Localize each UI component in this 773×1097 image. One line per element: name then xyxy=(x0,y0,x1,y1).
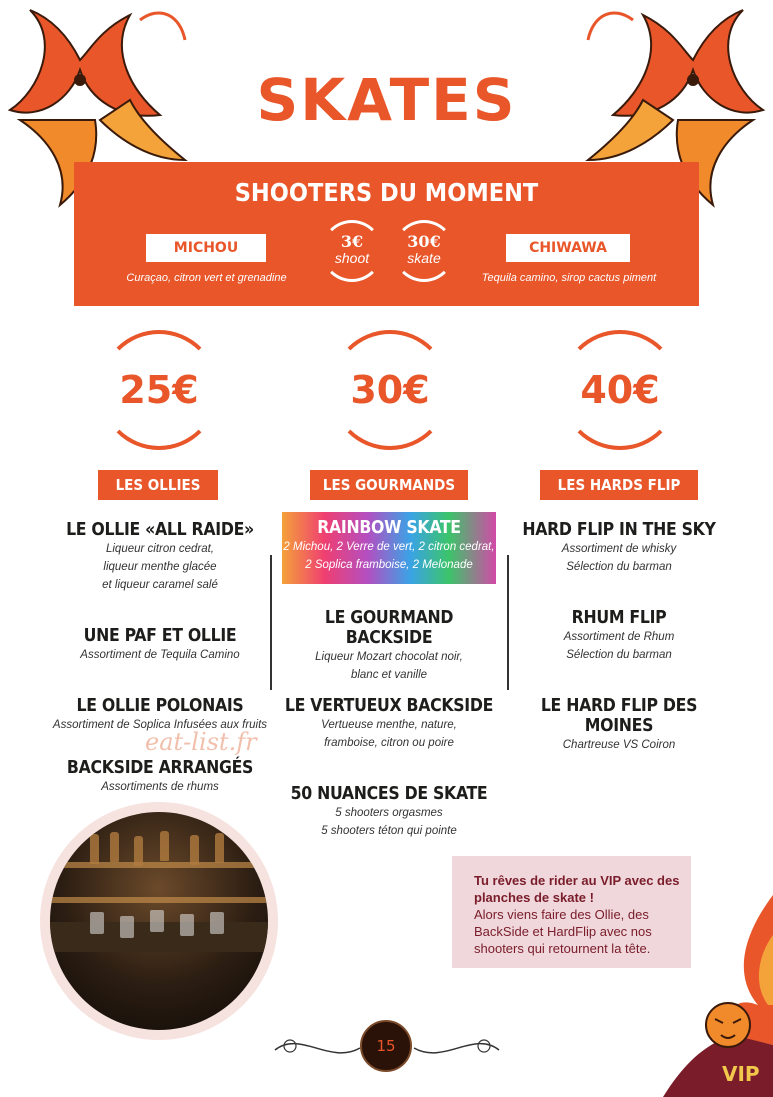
menu-item-rainbow xyxy=(282,512,496,584)
shooter-name-michou: MICHOU xyxy=(146,234,266,262)
vip-logo-text: VIP xyxy=(722,1062,760,1086)
price-amount: 30€ xyxy=(350,368,430,412)
page-title: SKATES xyxy=(256,66,517,134)
item-name: LE OLLIE POLONAIS xyxy=(76,696,244,716)
price-circle-gourmands xyxy=(330,330,450,460)
shooter-desc-michou: Curaçao, citron vert et grenadine xyxy=(126,272,287,284)
category-label-gourmands: LES GOURMANDS xyxy=(310,470,468,500)
menu-item xyxy=(280,608,498,684)
photo-bottle xyxy=(215,833,224,863)
photo-bottle xyxy=(160,831,169,861)
price-unit: shoot xyxy=(334,250,370,266)
photo-shelf xyxy=(50,897,268,903)
photo-glass xyxy=(180,914,194,936)
item-desc: 2 Michou, 2 Verre de vert, 2 citron cedrat, 2 Soplica framboise, 2 Melonade xyxy=(283,541,495,571)
photo-glass xyxy=(120,916,134,938)
vip-promo-body: Alors viens faire des Ollie, des BackSide et HardFlip avec nos shooters qui retournent la tête. xyxy=(474,907,652,956)
item-name: LE GOURMAND BACKSIDE xyxy=(324,608,454,648)
watermark: eat-list.fr xyxy=(145,728,257,756)
menu-item xyxy=(280,784,498,840)
price-amount: 30€ xyxy=(407,232,441,251)
item-desc: Vertueuse menthe, nature, framboise, citron ou poire xyxy=(321,719,457,749)
menu-item xyxy=(510,520,728,576)
page-number: 15 xyxy=(360,1020,412,1072)
price-circle-ollies xyxy=(99,330,219,460)
item-desc: 5 shooters orgasmes 5 shooters téton qui pointe xyxy=(321,807,457,837)
menu-item xyxy=(50,520,270,594)
item-name: RHUM FLIP xyxy=(571,608,667,628)
menu-item xyxy=(505,696,733,754)
item-desc: Assortiment de Rhum Sélection du barman xyxy=(563,631,675,661)
column-divider xyxy=(507,555,509,690)
photo-bottle xyxy=(190,835,199,865)
menu-item xyxy=(50,758,270,796)
vip-promo-lead: Tu rêves de rider au VIP avec des planches de skate ! xyxy=(474,873,680,905)
banner-title: SHOOTERS DU MOMENT xyxy=(234,178,539,207)
menu-item xyxy=(510,608,728,664)
price-amount: 40€ xyxy=(580,368,660,412)
item-name: HARD FLIP IN THE SKY xyxy=(522,520,716,540)
photo-glass xyxy=(210,912,224,934)
category-label-ollies: LES OLLIES xyxy=(98,470,218,500)
item-desc: Liqueur Mozart chocolat noir, blanc et vanille xyxy=(315,651,463,681)
bar-photo xyxy=(50,812,268,1030)
item-name: UNE PAF ET OLLIE xyxy=(83,626,237,646)
photo-shelf xyxy=(50,862,268,868)
item-desc: Assortiments de rhums xyxy=(101,781,219,793)
item-desc: Assortiment de whisky Sélection du barman xyxy=(561,543,677,573)
column-divider xyxy=(270,555,272,690)
vip-promo-box xyxy=(452,856,691,968)
photo-bottle xyxy=(134,836,143,866)
photo-glass xyxy=(90,912,104,934)
item-name: RAINBOW SKATE xyxy=(317,518,461,538)
photo-glass xyxy=(150,910,164,932)
menu-item xyxy=(50,626,270,664)
item-name: LE OLLIE «ALL RAIDE» xyxy=(66,520,254,540)
photo-bottle xyxy=(110,832,119,862)
price-badge-shoot xyxy=(321,220,383,282)
photo-bottle xyxy=(90,834,99,864)
item-name: 50 NUANCES DE SKATE xyxy=(290,784,488,804)
shooter-desc-chiwawa: Tequila camino, sirop cactus piment xyxy=(481,272,657,284)
price-amount: 3€ xyxy=(340,232,364,251)
price-amount: 25€ xyxy=(119,368,199,412)
menu-item xyxy=(280,696,498,752)
price-unit: skate xyxy=(407,250,441,266)
price-badge-skate xyxy=(393,220,455,282)
item-name: BACKSIDE ARRANGÉS xyxy=(66,758,254,778)
price-circle-hards-flip xyxy=(560,330,680,460)
item-name: LE HARD FLIP DES MOINES xyxy=(540,696,698,736)
item-desc: Assortiment de Soplica Infusées aux fruits xyxy=(52,719,268,731)
item-desc: Liqueur citron cedrat, liqueur menthe glacée et liqueur caramel salé xyxy=(102,543,218,591)
shooters-du-moment-banner xyxy=(74,162,699,306)
item-desc: Assortiment de Tequila Camino xyxy=(80,649,240,661)
item-desc: Chartreuse VS Coiron xyxy=(562,739,676,751)
category-label-hards-flip: LES HARDS FLIP xyxy=(540,470,698,500)
shooter-name-chiwawa: CHIWAWA xyxy=(506,234,630,262)
item-name: LE VERTUEUX BACKSIDE xyxy=(284,696,494,716)
